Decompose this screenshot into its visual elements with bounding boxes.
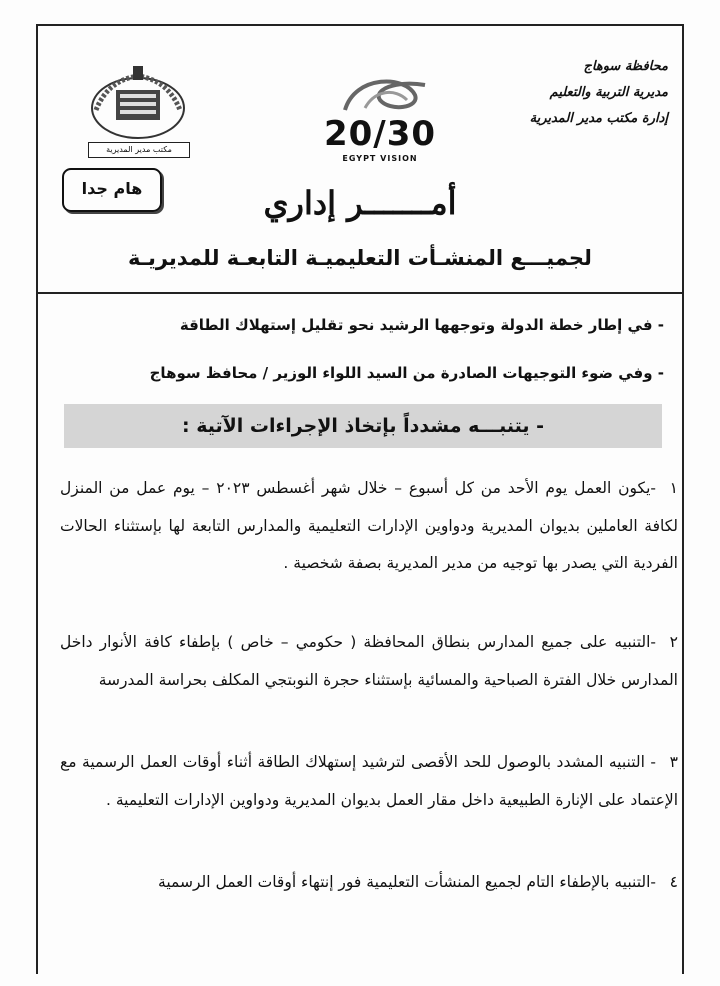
item-number: ٣ — [669, 753, 678, 771]
vision-text: EGYPT VISION — [342, 154, 418, 163]
item-text: - التنبيه المشدد بالوصول للحد الأقصى لترشيد إستهلاك الطاقة أثناء أوقات العمل الرسمية مع الإعتماد على الإنارة الطبيعية داخل مقار العمل بديوان المديرية ودواوين الإدارات التعليمية . — [60, 753, 678, 809]
item-number: ٤ — [669, 873, 678, 891]
item-text: -التنبيه بالإطفاء التام لجميع المنشأت التعليمية فور إنتهاء أوقات العمل الرسمية — [158, 873, 656, 891]
list-item — [60, 624, 678, 699]
list-item — [60, 744, 678, 819]
item-text: -التنبيه على جميع المدارس بنطاق المحافظة ( حكومي – خاص ) بإطفاء كافة الأنوار داخل المدارس خلال الفترة الصباحية والمسائية بإستثناء حجرة النوبتجي المكلف بحراسة المدرسة — [60, 633, 678, 689]
item-number: ٢ — [669, 633, 678, 651]
header-line: مديرية التربية والتعليم — [549, 85, 668, 100]
intro-line: - في إطار خطة الدولة وتوجهها الرشيد نحو تقليل إستهلاك الطاقة — [179, 316, 664, 334]
list-item — [60, 470, 678, 583]
directorate-emblem — [88, 60, 188, 158]
vision-number: 20/30 — [323, 114, 437, 154]
issuer-header — [468, 54, 668, 132]
list-item — [60, 864, 678, 902]
building-emblem-icon — [88, 60, 188, 144]
header-line: إدارة مكتب مدير المديرية — [529, 111, 668, 126]
header-divider — [38, 292, 682, 294]
emblem-caption: مكتب مدير المديرية — [88, 142, 190, 158]
egypt-vision-logo — [295, 70, 465, 163]
page-subtitle: لجميـــع المنشـأت التعليميـة التابعـة للمديريـة — [128, 246, 592, 270]
procedures-banner: - يتنبـــه مشدداً بإتخاذ الإجراءات الآتية : — [64, 404, 662, 448]
priority-badge: هام جدا — [62, 168, 162, 212]
ribbon-icon — [295, 70, 465, 120]
header-line: محافظة سوهاج — [583, 59, 668, 74]
page-title: أمـــــــر إداري — [263, 184, 457, 222]
item-text: -يكون العمل يوم الأحد من كل أسبوع – خلال شهر أغسطس ٢٠٢٣ – يوم عمل من المنزل لكافة العاملين بديوان المديرية ودواوين الإدارات التعليمية والمدارس التابعة لها بإستثناء الحالات الفردية التي يصدر بها توجيه من مدير المديرية بصفة شخصية . — [60, 479, 678, 572]
item-number: ١ — [669, 479, 678, 497]
intro-line: - وفي ضوء التوجيهات الصادرة من السيد اللواء الوزير / محافظ سوهاج — [149, 364, 664, 382]
